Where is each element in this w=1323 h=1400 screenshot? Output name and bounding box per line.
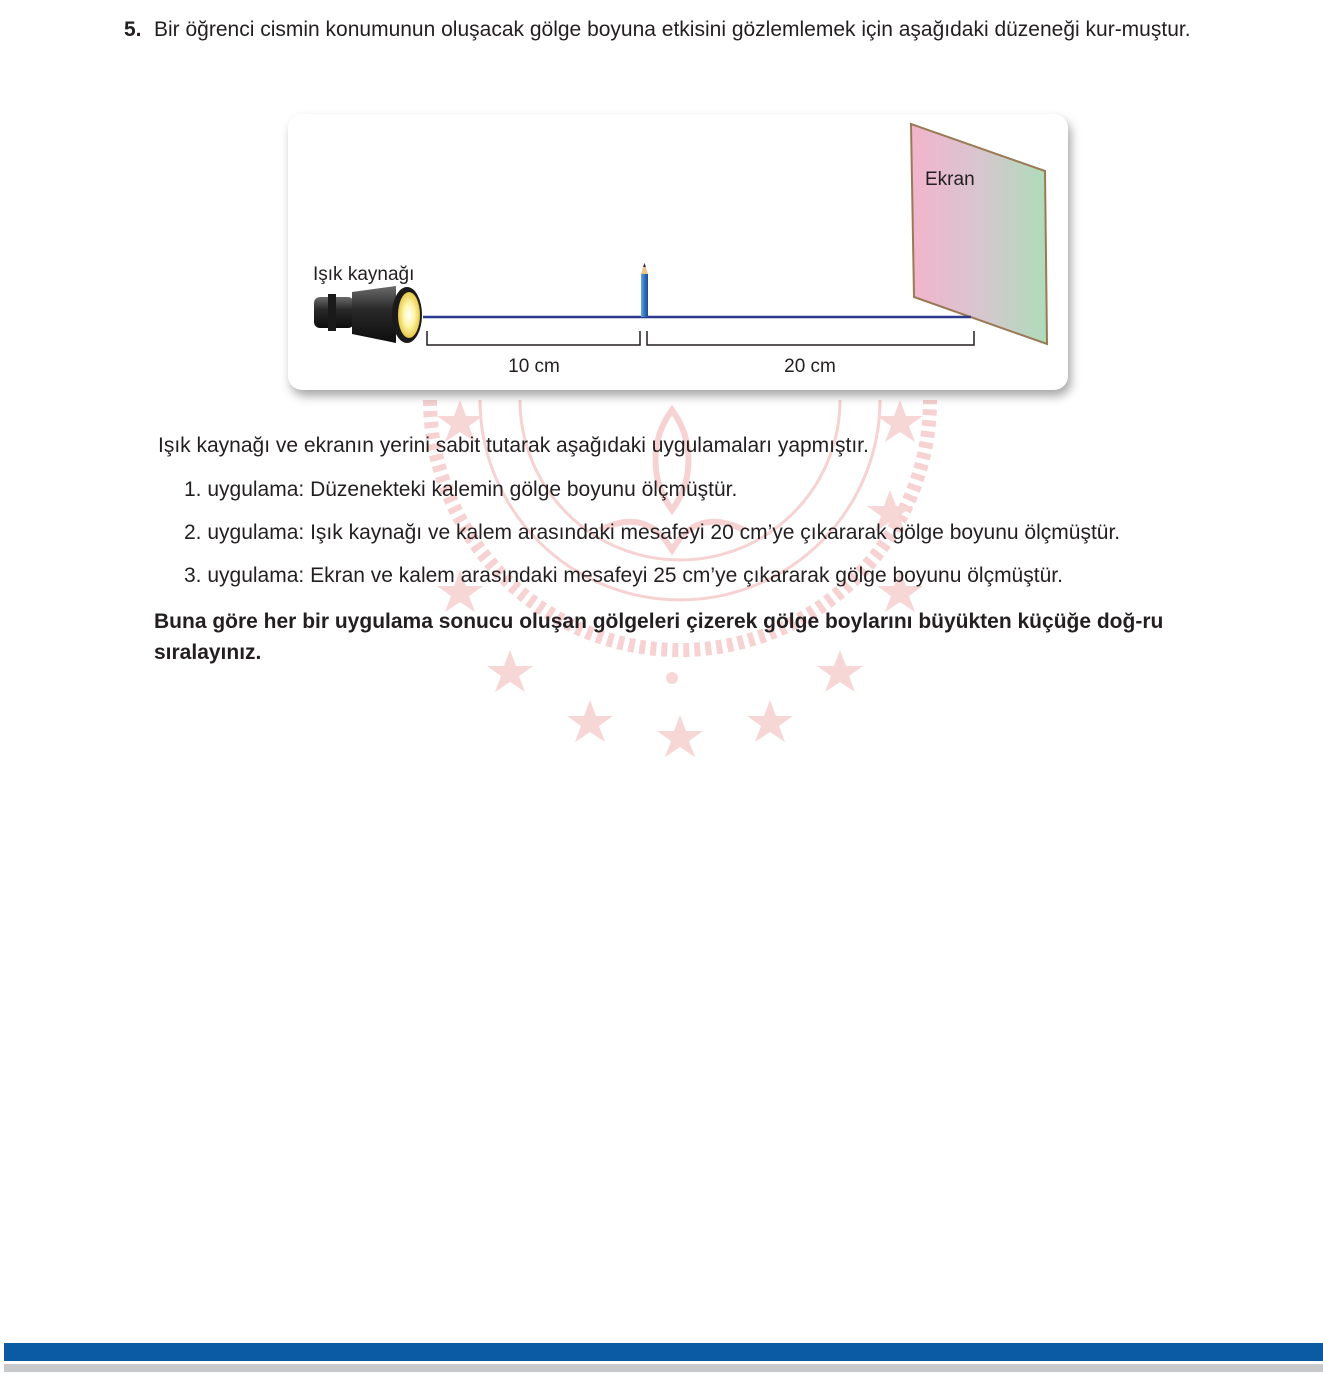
experiment-diagram [288, 114, 1068, 390]
footer-bar [4, 1343, 1323, 1361]
pencil-icon [641, 263, 648, 317]
measure-bracket-right [647, 331, 974, 345]
question-number: 5. [124, 18, 142, 41]
screen-label: Ekran [925, 169, 975, 190]
list-item: 2. uygulama: Işık kaynağı ve kalem arasındaki mesafeyi 20 cm’ye çıkararak gölge boyunu ölçmüştür. [184, 521, 1121, 544]
application-list [184, 476, 1120, 605]
intro-text: Işık kaynağı ve ekranın yerini sabit tutarak aşağıdaki uygulamaları yapmıştır. [158, 434, 869, 457]
question-text: Bir öğrenci cismin konumunun oluşacak gölge boyuna etkisini gözlemlemek için aşağıdaki düzeneği kur-muştur. [154, 18, 1191, 41]
list-item: 3. uygulama: Ekran ve kalem arasındaki mesafeyi 25 cm’ye çıkararak gölge boyunu ölçmüştür. [184, 564, 1063, 587]
task-text: Buna göre her bir uygulama sonucu oluşan gölgeleri çizerek gölge boylarını büyükten küçüğe doğ-ru sıralayınız. [154, 610, 1164, 664]
footer-line [4, 1364, 1323, 1372]
experiment-figure [288, 114, 1068, 390]
distance-right-label: 20 cm [784, 356, 836, 377]
screen-icon [911, 124, 1047, 344]
light-source-label: Işık kaynağı [313, 264, 415, 285]
flashlight-icon [314, 286, 422, 343]
measure-bracket-left [427, 331, 640, 345]
list-item: 1. uygulama: Düzenekteki kalemin gölge boyunu ölçmüştür. [184, 478, 738, 501]
distance-left-label: 10 cm [508, 356, 560, 377]
